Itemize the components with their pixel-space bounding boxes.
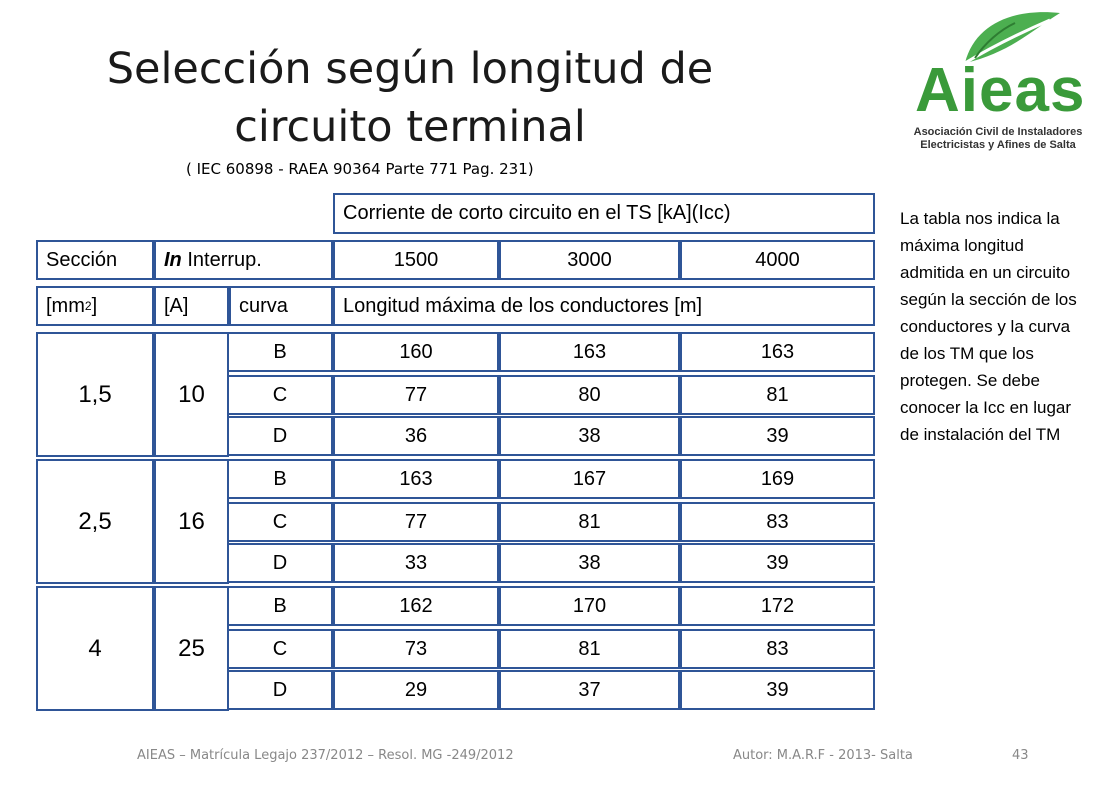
header-in-rest: Interrup. (181, 248, 262, 271)
page-title-line2: circuito terminal (234, 102, 586, 152)
current-cell: 10 (154, 332, 229, 457)
curve-cell: C (229, 502, 333, 542)
unit-sup: 2 (84, 299, 92, 313)
length-value-cell: 169 (680, 459, 875, 499)
length-value-cell: 167 (499, 459, 680, 499)
curve-cell: B (229, 332, 333, 372)
length-value-cell: 170 (499, 586, 680, 626)
footer-right: Autor: M.A.R.F - 2013- Salta (733, 748, 913, 763)
length-value-cell: 39 (680, 543, 875, 583)
length-value-cell: 81 (499, 502, 680, 542)
section-cell: 1,5 (36, 332, 154, 457)
length-value-cell: 163 (499, 332, 680, 372)
header-icc-3: 4000 (680, 240, 875, 280)
length-value-cell: 38 (499, 543, 680, 583)
unit-mm: [mm (46, 294, 85, 317)
logo-subline-1: Asociación Civil de Instaladores (913, 126, 1083, 138)
header-icc-1: 1500 (333, 240, 499, 280)
header-curva: curva (229, 286, 333, 326)
length-value-cell: 83 (680, 629, 875, 669)
curve-cell: C (229, 629, 333, 669)
length-value-cell: 162 (333, 586, 499, 626)
curve-cell: D (229, 543, 333, 583)
logo-subline-2: Electricistas y Afines de Salta (920, 139, 1076, 151)
unit-end: ] (91, 294, 98, 317)
curve-cell: D (229, 416, 333, 456)
length-value-cell: 77 (333, 502, 499, 542)
length-value-cell: 33 (333, 543, 499, 583)
section-cell: 2,5 (36, 459, 154, 584)
length-value-cell: 39 (680, 670, 875, 710)
length-value-cell: 37 (499, 670, 680, 710)
header-unit-mm2 (36, 286, 154, 326)
header-longitud: Longitud máxima de los conductores [m] (333, 286, 875, 326)
header-unit-amps: [A] (154, 286, 229, 326)
curve-cell: B (229, 459, 333, 499)
length-value-cell: 29 (333, 670, 499, 710)
header-seccion: Sección (36, 240, 154, 280)
length-value-cell: 77 (333, 375, 499, 415)
length-value-cell: 160 (333, 332, 499, 372)
length-value-cell: 163 (333, 459, 499, 499)
header-in-bold: In (164, 248, 182, 271)
length-value-cell: 73 (333, 629, 499, 669)
page-title-line1: Selección según longitud de (106, 44, 714, 94)
length-value-cell: 38 (499, 416, 680, 456)
length-value-cell: 81 (499, 629, 680, 669)
length-value-cell: 80 (499, 375, 680, 415)
footer-page-number: 43 (1012, 748, 1029, 763)
length-value-cell: 39 (680, 416, 875, 456)
current-cell: 16 (154, 459, 229, 584)
page-subtitle: ( IEC 60898 - RAEA 90364 Parte 771 Pag. 231) (186, 160, 534, 178)
footer-left: AIEAS – Matrícula Legajo 237/2012 – Resol. MG -249/2012 (137, 748, 514, 763)
length-value-cell: 83 (680, 502, 875, 542)
curve-cell: D (229, 670, 333, 710)
current-cell: 25 (154, 586, 229, 711)
table-top-header: Corriente de corto circuito en el TS [kA](Icc) (333, 193, 875, 234)
length-value-cell: 172 (680, 586, 875, 626)
header-in-interrup (154, 240, 333, 280)
header-icc-2: 3000 (499, 240, 680, 280)
length-value-cell: 36 (333, 416, 499, 456)
logo-text: Aieas (915, 56, 1086, 125)
length-value-cell: 163 (680, 332, 875, 372)
section-cell: 4 (36, 586, 154, 711)
length-value-cell: 81 (680, 375, 875, 415)
curve-cell: C (229, 375, 333, 415)
curve-cell: B (229, 586, 333, 626)
side-note: La tabla nos indica la máxima longitud admitida en un circuito según la sección de los conductores y la curva de los TM que los protegen. Se debe conocer la Icc en lugar de instalación del TM (900, 209, 1077, 444)
